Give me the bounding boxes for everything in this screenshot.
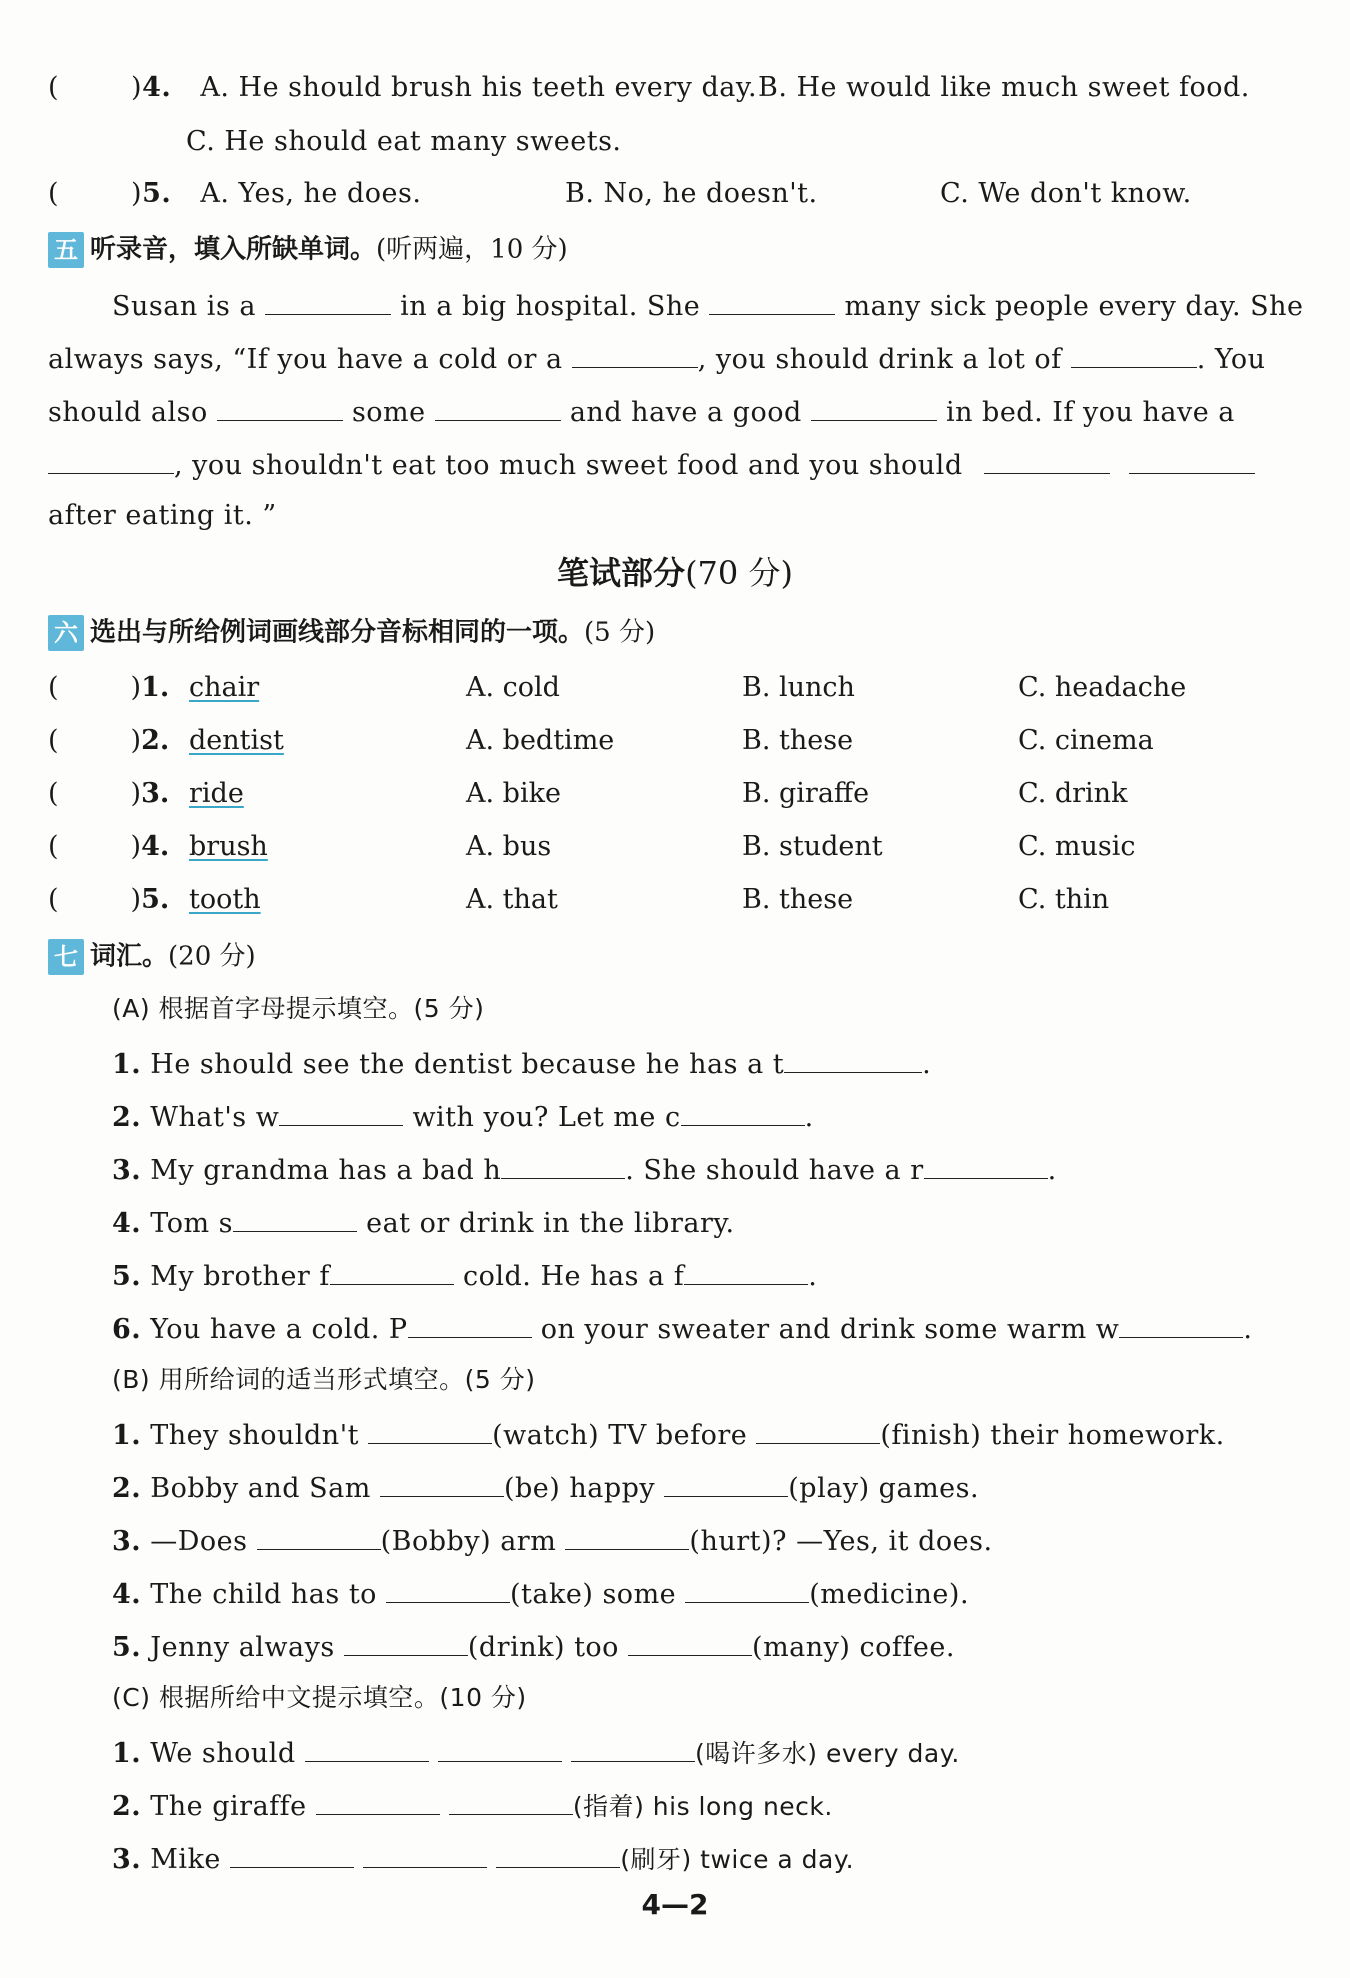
question-number: ( )1.	[48, 672, 170, 703]
fill-blank[interactable]	[217, 392, 343, 421]
fill-blank[interactable]	[811, 392, 937, 421]
part-c-item-2: 2. The giraffe (指着) his long neck.	[112, 1786, 833, 1825]
example-word: dentist	[189, 725, 284, 756]
fill-blank[interactable]	[501, 1150, 625, 1179]
fill-blank[interactable]	[386, 1574, 510, 1603]
fill-blank[interactable]	[1071, 339, 1197, 368]
fill-blank[interactable]	[784, 1044, 922, 1073]
part-c-title: (C) 根据所给中文提示填空。(10 分)	[112, 1683, 527, 1712]
page-number: 4—2	[641, 1888, 709, 1921]
part-a-item-4: 4. Tom s eat or drink in the library.	[112, 1203, 735, 1242]
question-number: ( )3.	[48, 778, 170, 809]
fill-blank[interactable]	[233, 1203, 357, 1232]
part-a-item-2: 2. What's w with you? Let me c .	[112, 1097, 814, 1136]
option-b: B. No, he doesn't.	[565, 178, 818, 209]
fill-blank[interactable]	[438, 1733, 562, 1762]
fill-blank[interactable]	[380, 1468, 504, 1497]
fill-blank[interactable]	[48, 445, 174, 474]
fill-blank[interactable]	[496, 1839, 620, 1868]
fill-blank[interactable]	[565, 1521, 689, 1550]
fill-blank[interactable]	[684, 1256, 808, 1285]
part-b-item-2: 2. Bobby and Sam (be) happy (play) games.	[112, 1468, 979, 1507]
fill-blank[interactable]	[1119, 1309, 1243, 1338]
fill-blank[interactable]	[756, 1415, 880, 1444]
option-a[interactable]: A. bike	[466, 778, 561, 809]
example-word: ride	[189, 778, 244, 809]
section-badge: 五	[48, 232, 84, 268]
option-b[interactable]: B. giraffe	[742, 778, 870, 809]
part-a-item-5: 5. My brother f cold. He has a f .	[112, 1256, 817, 1295]
fill-blank[interactable]	[924, 1150, 1048, 1179]
fill-blank[interactable]	[1129, 445, 1255, 474]
section-6-header: 六 选出与所给例词画线部分音标相同的一项。(5 分)	[48, 614, 655, 651]
fill-blank[interactable]	[628, 1627, 752, 1656]
section-5-line-4: , you shouldn't eat too much sweet food and you should	[48, 445, 1255, 484]
fill-blank[interactable]	[685, 1574, 809, 1603]
fill-blank[interactable]	[572, 339, 698, 368]
fill-blank[interactable]	[279, 1097, 403, 1126]
part-a-title: (A) 根据首字母提示填空。(5 分)	[112, 994, 485, 1023]
option-c[interactable]: C. cinema	[1018, 725, 1154, 756]
option-c: C. We don't know.	[940, 178, 1192, 209]
fill-blank[interactable]	[408, 1309, 532, 1338]
part-c-item-1: 1. We should (喝许多水) every day.	[112, 1733, 960, 1772]
listening-question-5: ( )5. A. Yes, he does. B. No, he doesn't. C. We don't know.	[48, 176, 421, 212]
part-a-item-3: 3. My grandma has a bad h . She should have a r .	[112, 1150, 1057, 1189]
section-5-line-2: always says, “If you have a cold or a , you should drink a lot of . You	[48, 339, 1266, 378]
option-b[interactable]: B. these	[742, 725, 854, 756]
question-number: ( )4.	[48, 831, 170, 862]
fill-blank[interactable]	[230, 1839, 354, 1868]
written-part-title: 笔试部分(70 分)	[557, 554, 793, 592]
option-a: A. Yes, he does.	[200, 178, 422, 209]
part-c-item-3: 3. Mike (刷牙) twice a day.	[112, 1839, 854, 1878]
example-word: tooth	[189, 884, 261, 915]
question-number: ( )2.	[48, 725, 170, 756]
option-a[interactable]: A. cold	[466, 672, 560, 703]
option-c[interactable]: C. thin	[1018, 884, 1110, 915]
listening-question-4: ( )4. A. He should brush his teeth every day. B. He would like much sweet food.	[48, 70, 757, 106]
section-5-line-5: after eating it. ”	[48, 500, 277, 531]
option-b: B. He would like much sweet food.	[758, 72, 1250, 103]
fill-blank[interactable]	[984, 445, 1110, 474]
option-b[interactable]: B. student	[742, 831, 883, 862]
fill-blank[interactable]	[435, 392, 561, 421]
option-c[interactable]: C. headache	[1018, 672, 1187, 703]
part-a-item-6: 6. You have a cold. P on your sweater and drink some warm w .	[112, 1309, 1252, 1348]
option-a[interactable]: A. that	[466, 884, 558, 915]
fill-blank[interactable]	[344, 1627, 468, 1656]
section-7-header: 七 词汇。(20 分)	[48, 938, 256, 975]
option-b[interactable]: B. these	[742, 884, 854, 915]
part-b-item-1: 1. They shouldn't (watch) TV before (finish) their homework.	[112, 1415, 1225, 1454]
section-badge: 六	[48, 615, 84, 651]
listening-question-4-option-c: C. He should eat many sweets.	[186, 126, 622, 157]
option-c[interactable]: C. music	[1018, 831, 1136, 862]
option-a[interactable]: A. bedtime	[466, 725, 615, 756]
section-badge: 七	[48, 939, 84, 975]
part-b-item-3: 3. —Does (Bobby) arm (hurt)? —Yes, it does.	[112, 1521, 993, 1560]
section-5-header: 五 听录音，填入所缺单词。(听两遍，10 分)	[48, 231, 568, 268]
part-b-item-5: 5. Jenny always (drink) too (many) coffee.	[112, 1627, 955, 1666]
fill-blank[interactable]	[571, 1733, 695, 1762]
part-a-item-1: 1. He should see the dentist because he has a t .	[112, 1044, 931, 1083]
example-word: chair	[189, 672, 260, 703]
part-b-item-4: 4. The child has to (take) some (medicine).	[112, 1574, 969, 1613]
option-a: A. He should brush his teeth every day.	[200, 72, 758, 103]
fill-blank[interactable]	[664, 1468, 788, 1497]
example-word: brush	[189, 831, 268, 862]
option-b[interactable]: B. lunch	[742, 672, 855, 703]
fill-blank[interactable]	[265, 286, 391, 315]
fill-blank[interactable]	[709, 286, 835, 315]
option-a[interactable]: A. bus	[466, 831, 552, 862]
fill-blank[interactable]	[681, 1097, 805, 1126]
fill-blank[interactable]	[257, 1521, 381, 1550]
fill-blank[interactable]	[368, 1415, 492, 1444]
fill-blank[interactable]	[305, 1733, 429, 1762]
fill-blank[interactable]	[449, 1786, 573, 1815]
option-c[interactable]: C. drink	[1018, 778, 1128, 809]
fill-blank[interactable]	[330, 1256, 454, 1285]
question-number: ( )5.	[48, 884, 170, 915]
section-5-line-3: should also some and have a good in bed. If you have a	[48, 392, 1235, 431]
section-5-line-1: Susan is a in a big hospital. She many sick people every day. She	[112, 286, 1303, 325]
fill-blank[interactable]	[363, 1839, 487, 1868]
part-b-title: (B) 用所给词的适当形式填空。(5 分)	[112, 1365, 536, 1394]
fill-blank[interactable]	[316, 1786, 440, 1815]
